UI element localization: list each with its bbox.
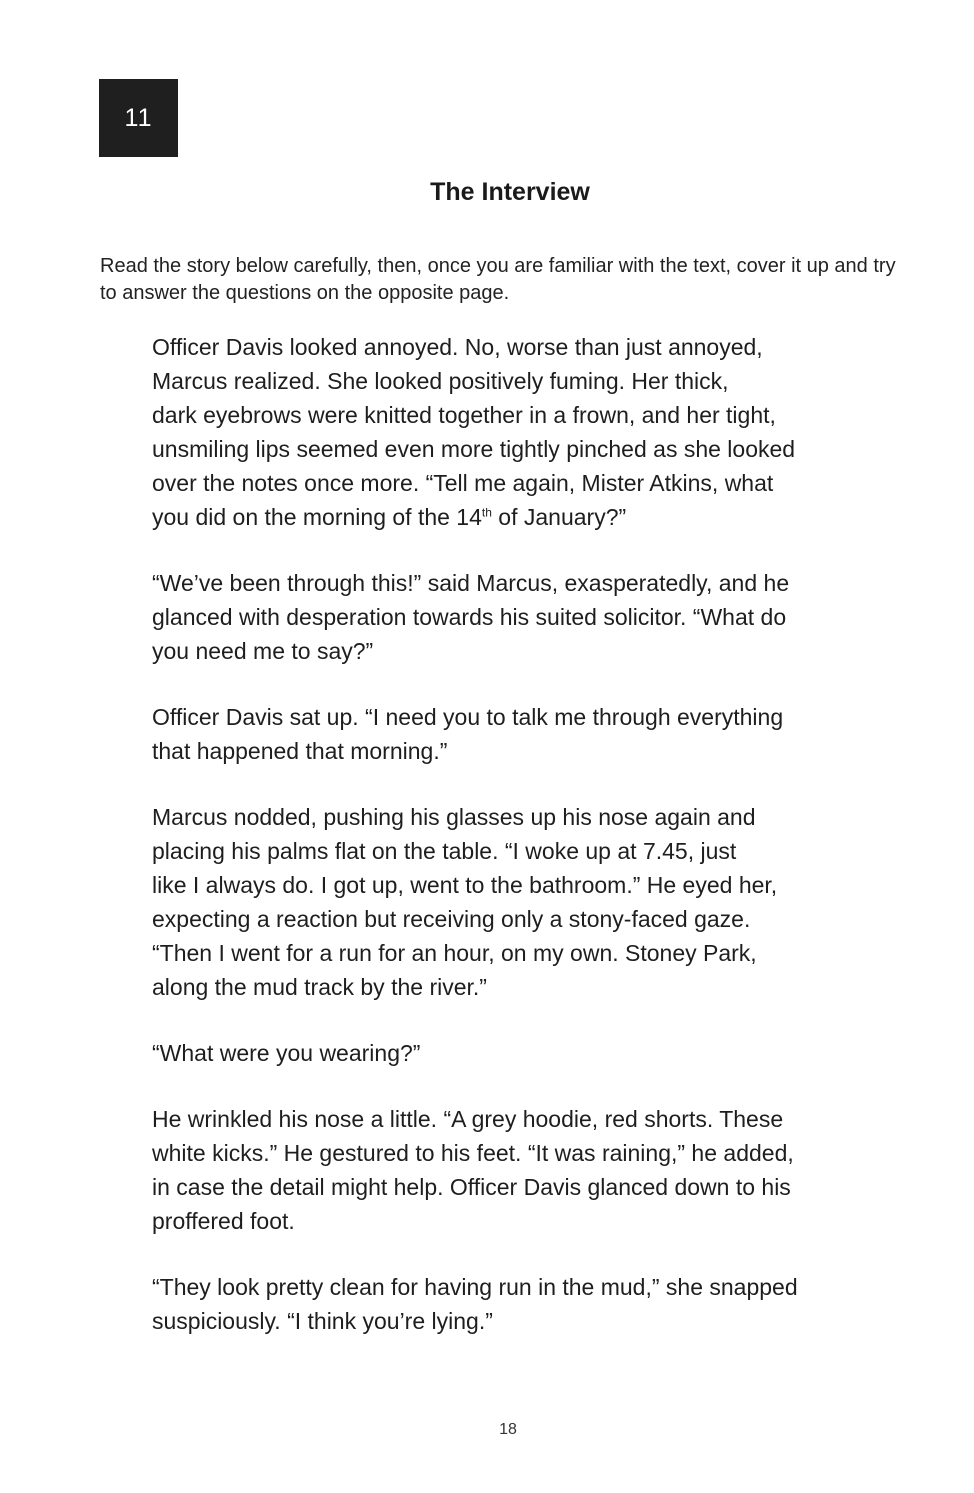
story-paragraph-1-end: of January?” (491, 504, 627, 530)
instructions-text: Read the story below carefully, then, once you are familiar with the text, cover it up and try to answer the questions on the opposite page. (100, 255, 896, 304)
chapter-number: 11 (124, 103, 153, 132)
date-ordinal-superscript: th (481, 505, 492, 520)
story-paragraph-3: Officer Davis sat up. “I need you to talk me through everything that happened that morning.” (152, 704, 784, 764)
story-paragraph-2: “We’ve been through this!” said Marcus, exasperatedly, and he glanced with desperation towards his suited solicitor. “What do you need me to say?” (152, 570, 790, 664)
story-paragraph-7: “They look pretty clean for having run in the mud,” she snapped suspiciously. “I think you’re lying.” (152, 1274, 798, 1334)
story-paragraph-6: He wrinkled his nose a little. “A grey hoodie, red shorts. These white kicks.” He gestured to his feet. “It was raining,” he added, in case the detail might help. Officer Davis glanced down to his proffered foot. (152, 1106, 794, 1234)
story-paragraph-1 (152, 330, 882, 534)
chapter-number-badge (99, 79, 178, 157)
story-paragraph-1-text: Officer Davis looked annoyed. No, worse than just annoyed, Marcus realized. She looked positively fuming. Her thick, dark eyebrows were knitted together in a frown, and her tight, unsmiling lips seemed even more tightly pinched as she looked over the notes once more. “Tell me again, Mister Atkins, what you did on the morning of the 14 (152, 334, 796, 530)
page-title: The Interview (430, 178, 590, 206)
page-number: 18 (499, 1421, 517, 1438)
story-paragraph-4: Marcus nodded, pushing his glasses up his nose again and placing his palms flat on the table. “I woke up at 7.45, just like I always do. I got up, went to the bathroom.” He eyed her, expecting a reaction but receiving only a stony-faced gaze. “Then I went for a run for an hour, on my own. Stoney Park, along the mud track by the river.” (152, 804, 778, 1000)
story-paragraph-5: “What were you wearing?” (152, 1040, 421, 1066)
story-body (152, 330, 882, 1338)
